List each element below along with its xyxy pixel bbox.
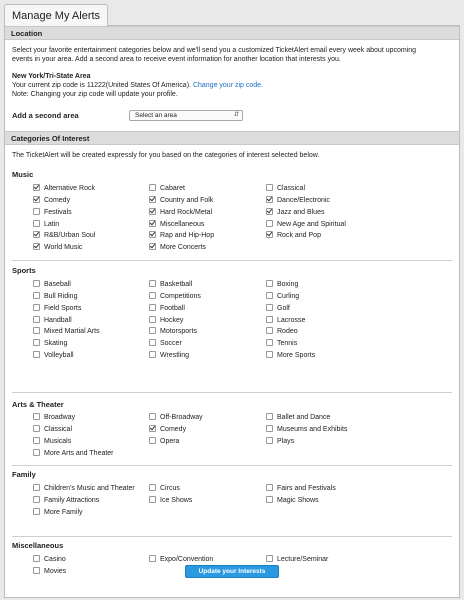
checkbox-checked[interactable] <box>149 243 156 250</box>
category-label: Off-Broadway <box>160 414 203 421</box>
category-checkbox-item[interactable] <box>33 413 75 423</box>
category-label: R&B/Urban Soul <box>44 232 96 240</box>
categories-header: Categories Of Interest <box>5 131 459 145</box>
checkbox-checked[interactable] <box>33 243 40 250</box>
group-title: Family <box>12 470 36 479</box>
checkbox-unchecked[interactable] <box>266 413 273 420</box>
category-label: Family Attractions <box>44 496 100 504</box>
category-label: Classical <box>44 425 73 433</box>
category-label: Lacrosse <box>277 316 306 324</box>
second-area-label: Add a second area <box>12 111 79 120</box>
category-label: Comedy <box>44 196 71 204</box>
area-title: New York/Tri-State Area <box>12 73 91 80</box>
checkbox-unchecked[interactable] <box>149 437 156 444</box>
category-label: Motorsports <box>160 328 197 336</box>
category-checkbox-item[interactable] <box>149 196 213 206</box>
category-label: Museums and Exhibits <box>277 425 348 433</box>
checkbox-unchecked[interactable] <box>149 413 156 420</box>
category-label: Basketball <box>160 281 193 288</box>
category-checkbox-item[interactable] <box>33 351 74 361</box>
category-label: Bull Riding <box>44 292 78 300</box>
checkbox-unchecked[interactable] <box>149 484 156 491</box>
category-label: Hockey <box>160 316 184 324</box>
category-checkbox-item[interactable] <box>149 316 183 326</box>
category-label: Latin <box>44 220 60 228</box>
category-label: Jazz and Blues <box>277 208 325 216</box>
category-label: Soccer <box>160 340 182 348</box>
category-checkbox-item[interactable] <box>149 208 212 218</box>
category-checkbox-item[interactable] <box>266 231 321 241</box>
checkbox-unchecked[interactable] <box>33 339 40 346</box>
category-checkbox-item[interactable] <box>149 437 179 447</box>
category-checkbox-item[interactable] <box>266 184 305 194</box>
category-checkbox-item[interactable] <box>149 280 192 290</box>
category-checkbox-item[interactable] <box>266 484 336 494</box>
checkbox-unchecked[interactable] <box>33 220 40 227</box>
checkbox-unchecked[interactable] <box>149 555 156 562</box>
category-checkbox-item[interactable] <box>149 243 206 253</box>
category-checkbox-item[interactable] <box>266 437 294 447</box>
category-label: Casino <box>44 556 66 563</box>
category-label: Rap and Hip-Hop <box>160 232 215 240</box>
category-label: Movies <box>44 567 67 575</box>
checkbox-unchecked[interactable] <box>33 555 40 562</box>
category-checkbox-item[interactable] <box>149 351 189 361</box>
category-checkbox-item[interactable] <box>33 567 66 577</box>
category-label: More Concerts <box>160 244 206 252</box>
category-label: New Age and Spiritual <box>277 220 346 228</box>
second-area-select[interactable] <box>129 110 243 121</box>
checkbox-unchecked[interactable] <box>149 327 156 334</box>
category-label: Opera <box>160 437 180 445</box>
category-label: Musicals <box>44 437 72 445</box>
checkbox-unchecked[interactable] <box>266 555 273 562</box>
category-label: Miscellaneous <box>160 220 205 228</box>
checkbox-checked[interactable] <box>33 184 40 191</box>
category-checkbox-item[interactable] <box>149 555 213 565</box>
group-divider <box>12 465 452 466</box>
categories-intro: The TicketAlert will be created expressly for you based on the categories of interest selected below. <box>12 152 320 159</box>
category-checkbox-item[interactable] <box>266 555 328 565</box>
category-checkbox-item[interactable] <box>266 339 297 349</box>
category-checkbox-item[interactable] <box>33 555 66 565</box>
checkbox-unchecked[interactable] <box>266 496 273 503</box>
checkbox-unchecked[interactable] <box>33 316 40 323</box>
checkbox-unchecked[interactable] <box>33 567 40 574</box>
checkbox-unchecked[interactable] <box>266 351 273 358</box>
checkbox-unchecked[interactable] <box>149 280 156 287</box>
category-checkbox-item[interactable] <box>266 304 290 314</box>
category-label: Plays <box>277 437 295 445</box>
checkbox-checked[interactable] <box>149 208 156 215</box>
category-label: Ice Shows <box>160 496 193 504</box>
category-label: Hard Rock/Metal <box>160 208 213 216</box>
category-label: Alternative Rock <box>44 185 95 192</box>
checkbox-unchecked[interactable] <box>149 339 156 346</box>
location-intro-line1: Select your favorite entertainment categories below and we'll send you a customized TicketAlert email every week about upcoming <box>12 47 417 54</box>
category-checkbox-item[interactable] <box>33 425 72 435</box>
category-checkbox-item[interactable] <box>149 220 204 230</box>
zip-text: Your current zip code is 11222(United States Of America). <box>12 82 191 89</box>
category-checkbox-item[interactable] <box>33 304 81 314</box>
checkbox-unchecked[interactable] <box>33 437 40 444</box>
checkbox-checked[interactable] <box>149 220 156 227</box>
category-label: Rodeo <box>277 328 298 336</box>
category-label: Magic Shows <box>277 496 319 504</box>
category-checkbox-item[interactable] <box>149 484 180 494</box>
checkbox-unchecked[interactable] <box>33 327 40 334</box>
checkbox-checked[interactable] <box>266 208 273 215</box>
category-checkbox-item[interactable] <box>33 484 135 494</box>
category-checkbox-item[interactable] <box>33 339 67 349</box>
category-checkbox-item[interactable] <box>149 327 197 337</box>
select-arrows-icon: ⇵ <box>233 112 239 118</box>
category-checkbox-item[interactable] <box>149 425 186 435</box>
category-label: Expo/Convention <box>160 556 214 563</box>
category-label: Volleyball <box>44 352 74 360</box>
category-checkbox-item[interactable] <box>33 508 83 518</box>
category-label: Mixed Martial Arts <box>44 328 100 336</box>
checkbox-unchecked[interactable] <box>266 327 273 334</box>
category-label: More Sports <box>277 352 316 360</box>
checkbox-unchecked[interactable] <box>266 304 273 311</box>
category-checkbox-item[interactable] <box>33 208 72 218</box>
category-checkbox-item[interactable] <box>149 184 185 194</box>
category-label: Festivals <box>44 208 72 216</box>
category-checkbox-item[interactable] <box>33 292 77 302</box>
checkbox-unchecked[interactable] <box>149 184 156 191</box>
category-checkbox-item[interactable] <box>266 351 315 361</box>
checkbox-unchecked[interactable] <box>33 484 40 491</box>
location-intro-line2: events in your area. Add a second area to receive event information for another location that interests you. <box>12 56 341 63</box>
category-label: Competitions <box>160 292 201 300</box>
alerts-panel <box>4 25 460 598</box>
category-checkbox-item[interactable] <box>266 280 298 290</box>
checkbox-unchecked[interactable] <box>266 280 273 287</box>
category-checkbox-item[interactable] <box>33 280 71 290</box>
checkbox-unchecked[interactable] <box>33 292 40 299</box>
zip-line <box>12 81 263 90</box>
category-label: Dance/Electronic <box>277 196 330 204</box>
zip-note: Note: Changing your zip code will update your profile. <box>12 91 178 98</box>
category-checkbox-item[interactable] <box>266 208 324 218</box>
checkbox-checked[interactable] <box>33 231 40 238</box>
category-checkbox-item[interactable] <box>33 327 100 337</box>
category-label: Cabaret <box>160 185 185 192</box>
category-checkbox-item[interactable] <box>266 316 305 326</box>
group-title: Miscellaneous <box>12 541 64 550</box>
category-checkbox-item[interactable] <box>33 184 95 194</box>
group-title: Music <box>12 170 34 179</box>
category-label: Wrestling <box>160 352 190 360</box>
checkbox-checked[interactable] <box>33 196 40 203</box>
category-label: Rock and Pop <box>277 232 321 240</box>
group-divider <box>12 392 452 393</box>
checkbox-checked[interactable] <box>149 231 156 238</box>
category-checkbox-item[interactable] <box>33 243 82 253</box>
category-label: Comedy <box>160 425 187 433</box>
update-interests-button[interactable]: Update your Interests <box>185 565 279 578</box>
checkbox-unchecked[interactable] <box>266 484 273 491</box>
checkbox-unchecked[interactable] <box>33 304 40 311</box>
change-zip-link[interactable]: Change your zip code. <box>192 82 263 89</box>
category-checkbox-item[interactable] <box>149 339 182 349</box>
checkbox-unchecked[interactable] <box>149 292 156 299</box>
category-checkbox-item[interactable] <box>149 304 185 314</box>
category-label: Broadway <box>44 414 76 421</box>
checkbox-unchecked[interactable] <box>149 496 156 503</box>
category-checkbox-item[interactable] <box>33 231 95 241</box>
category-checkbox-item[interactable] <box>149 231 214 241</box>
checkbox-unchecked[interactable] <box>33 508 40 515</box>
checkbox-unchecked[interactable] <box>33 449 40 456</box>
category-label: Handball <box>44 316 72 324</box>
category-label: Children's Music and Theater <box>44 485 135 492</box>
checkbox-checked[interactable] <box>149 196 156 203</box>
group-title: Arts & Theater <box>12 400 64 409</box>
category-label: Circus <box>160 485 180 492</box>
category-label: Ballet and Dance <box>277 414 331 421</box>
category-checkbox-item[interactable] <box>149 496 192 506</box>
checkbox-unchecked[interactable] <box>33 280 40 287</box>
category-checkbox-item[interactable] <box>33 449 114 459</box>
category-label: Baseball <box>44 281 71 288</box>
category-label: Football <box>160 304 185 312</box>
category-label: More Family <box>44 508 83 516</box>
location-header: Location <box>5 26 459 40</box>
checkbox-checked[interactable] <box>266 196 273 203</box>
category-label: Tennis <box>277 340 298 348</box>
category-checkbox-item[interactable] <box>266 425 347 435</box>
category-checkbox-item[interactable] <box>266 292 299 302</box>
page-title-tab: Manage My Alerts <box>4 4 108 26</box>
group-divider <box>12 536 452 537</box>
category-label: Curling <box>277 292 300 300</box>
category-label: Golf <box>277 304 290 312</box>
checkbox-unchecked[interactable] <box>266 437 273 444</box>
group-divider <box>12 260 452 261</box>
category-label: Skating <box>44 340 68 348</box>
category-label: Lecture/Seminar <box>277 556 329 563</box>
checkbox-unchecked[interactable] <box>266 292 273 299</box>
group-title: Sports <box>12 266 36 275</box>
category-checkbox-item[interactable] <box>33 196 70 206</box>
checkbox-unchecked[interactable] <box>33 425 40 432</box>
category-label: Fairs and Festivals <box>277 485 336 492</box>
checkbox-unchecked[interactable] <box>33 413 40 420</box>
category-checkbox-item[interactable] <box>33 496 99 506</box>
second-area-value: Select an area <box>135 112 177 119</box>
category-checkbox-item[interactable] <box>266 327 298 337</box>
category-checkbox-item[interactable] <box>33 316 72 326</box>
checkbox-unchecked[interactable] <box>266 316 273 323</box>
category-label: More Arts and Theater <box>44 449 114 457</box>
checkbox-unchecked[interactable] <box>266 220 273 227</box>
category-label: Classical <box>277 185 306 192</box>
checkbox-unchecked[interactable] <box>33 496 40 503</box>
category-checkbox-item[interactable] <box>266 413 330 423</box>
checkbox-unchecked[interactable] <box>149 304 156 311</box>
checkbox-unchecked[interactable] <box>149 316 156 323</box>
category-checkbox-item[interactable] <box>149 292 201 302</box>
checkbox-unchecked[interactable] <box>266 184 273 191</box>
checkbox-checked[interactable] <box>149 425 156 432</box>
checkbox-unchecked[interactable] <box>266 339 273 346</box>
checkbox-checked[interactable] <box>266 231 273 238</box>
checkbox-unchecked[interactable] <box>149 351 156 358</box>
category-label: World Music <box>44 244 83 252</box>
category-checkbox-item[interactable] <box>266 496 319 506</box>
category-label: Country and Folk <box>160 196 214 204</box>
checkbox-unchecked[interactable] <box>33 351 40 358</box>
category-checkbox-item[interactable] <box>33 220 59 230</box>
checkbox-unchecked[interactable] <box>266 425 273 432</box>
category-checkbox-item[interactable] <box>33 437 71 447</box>
category-checkbox-item[interactable] <box>149 413 203 423</box>
category-label: Boxing <box>277 281 299 288</box>
category-label: Field Sports <box>44 304 82 312</box>
category-checkbox-item[interactable] <box>266 196 330 206</box>
category-checkbox-item[interactable] <box>266 220 346 230</box>
checkbox-unchecked[interactable] <box>33 208 40 215</box>
